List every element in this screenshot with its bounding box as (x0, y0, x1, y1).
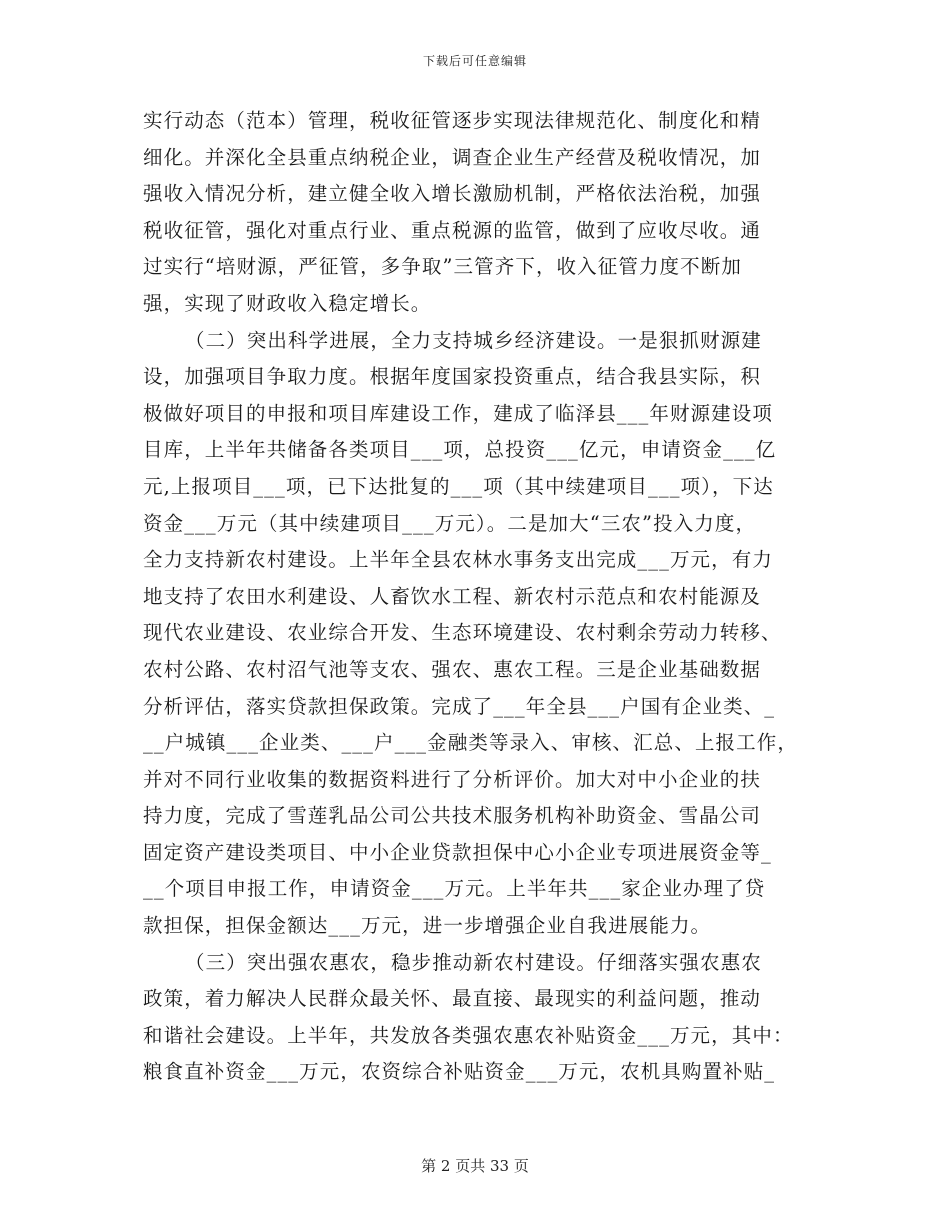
text-line: 政策，着力解决人民群众最关怀、最直接、最现实的利益问题，推动 (143, 987, 762, 1011)
page-number: 第 2 页共 33 页 (421, 1157, 529, 1175)
text-line: 和谐社会建设。上半年，共发放各类强农惠农补贴资金___万元，其中： (143, 1023, 794, 1047)
text-line: 地支持了农田水利建设、人畜饮水工程、新农村示范点和农村能源及 (143, 584, 762, 608)
text-line: 目库，上半年共储备各类项目___项，总投资___亿元，申请资金___亿 (143, 438, 777, 462)
text-line: 强收入情况分析，建立健全收入增长激励机制，严格依法治税，加强 (143, 182, 762, 206)
text-line: 过实行“培财源，严征管，多争取”三管齐下，收入征管力度不断加 (143, 255, 742, 279)
text-line: 元,上报项目___项，已下达批复的___项（其中续建项目___项），下达 (143, 474, 774, 498)
text-line: 资金___万元（其中续建项目___万元）。二是加大“三农”投入力度， (143, 511, 757, 535)
page-header: 下载后可任意编辑 (422, 54, 527, 68)
text-line: __户城镇___企业类、___户___金融类等录入、审核、汇总、上报工作， (143, 731, 798, 755)
text-line: 农村公路、农村沼气池等支农、强农、惠农工程。三是企业基础数据 (143, 657, 762, 681)
text-line: 设，加强项目争取力度。根据年度国家投资重点，结合我县实际，积 (143, 365, 762, 389)
text-line: （二）突出科学进展，全力支持城乡经济建设。一是狠抓财源建 (185, 328, 762, 352)
text-line: 细化。并深化全县重点纳税企业，调查企业生产经营及税收情况，加 (143, 145, 762, 169)
paragraph-1 (143, 103, 815, 323)
text-line: 极做好项目的申报和项目库建设工作，建成了临泽县___年财源建设项 (143, 401, 773, 425)
document-body (143, 103, 815, 1091)
paragraph-2 (143, 323, 815, 945)
text-line: 实行动态（范本）管理，税收征管逐步实现法律规范化、制度化和精 (143, 109, 762, 132)
text-line: （三）突出强农惠农，稳步推动新农村建设。仔细落实强农惠农 (185, 950, 762, 974)
text-line: 款担保，担保金额达___万元，进一步增强企业自我进展能力。 (143, 914, 712, 938)
text-line: 现代农业建设、农业综合开发、生态环境建设、农村剩余劳动力转移、 (143, 621, 782, 645)
text-line: 税收征管，强化对重点行业、重点税源的监管，做到了应收尽收。通 (143, 218, 762, 242)
paragraph-3 (143, 945, 815, 1091)
text-line: 分析评估，落实贷款担保政策。完成了___年全县___户国有企业类、_ (143, 694, 776, 718)
text-line: 固定资产建设类项目、中小企业贷款担保中心小企业专项进展资金等_ (143, 840, 772, 864)
text-line: 全力支持新农村建设。上半年全县农林水事务支出完成___万元，有力 (143, 548, 773, 572)
text-line: 并对不同行业收集的数据资料进行了分析评价。加大对中小企业的扶 (143, 767, 762, 791)
text-line: 强，实现了财政收入稳定增长。 (143, 291, 432, 315)
text-line: 持力度，完成了雪莲乳品公司公共技术服务机构补助资金、雪晶公司 (143, 804, 762, 828)
text-line: __个项目申报工作，申请资金___万元。上半年共___家企业办理了贷 (143, 877, 766, 901)
text-line: 粮食直补资金___万元，农资综合补贴资金___万元，农机具购置补贴_ (143, 1060, 776, 1084)
